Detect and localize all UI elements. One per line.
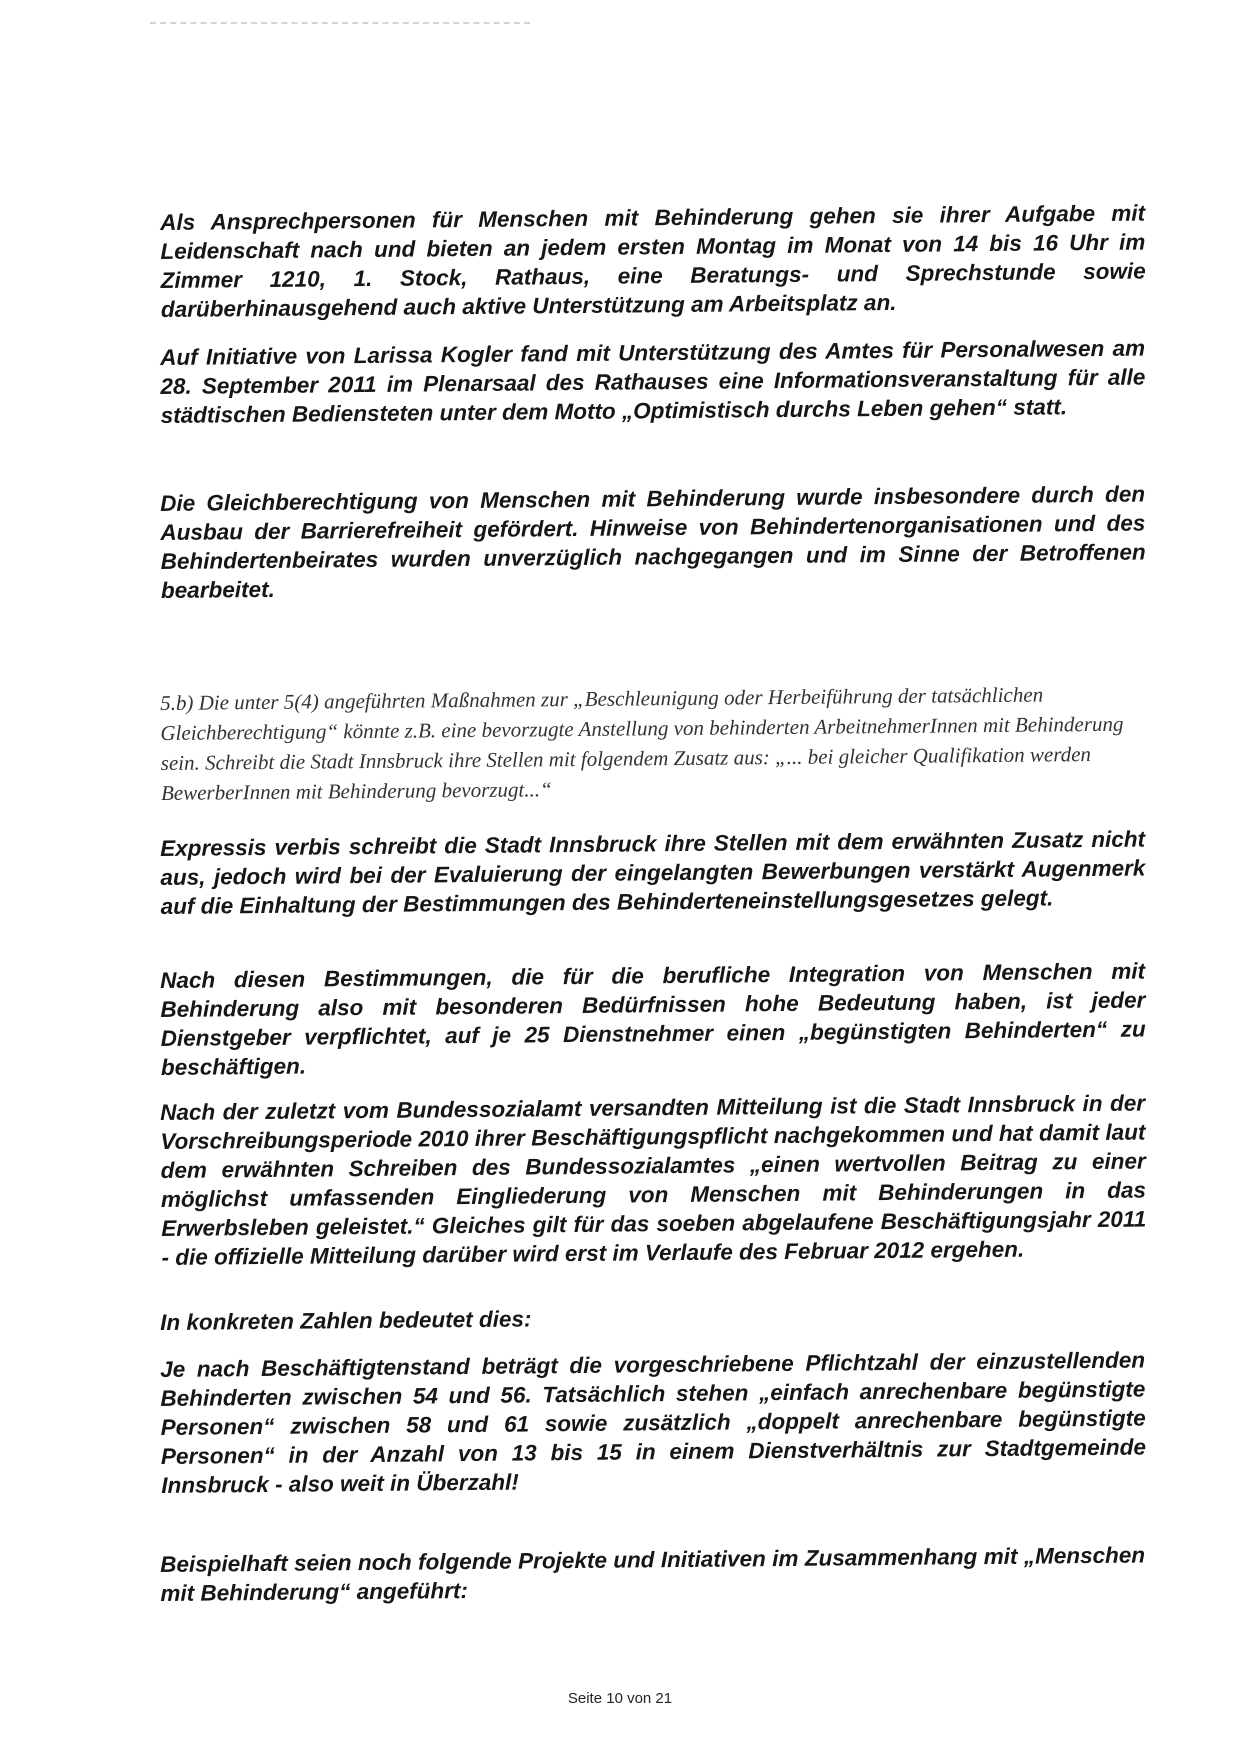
paragraph-concrete-numbers: Je nach Beschäftigtenstand beträgt die vorgeschriebene Pflichtzahl der einzustellenden Behinderten zwischen 54 und 56. Tatsächlich stehen „einfach anrechenbare begünstigte Personen“ zwischen 58 und 61 sowie zusätzlich „doppelt anrechenbare begünstigte Personen“ in der Anzahl von 13 bis 15 in einem Dienstverhältnis zur Stadtgemeinde Innsbruck - also weit in Überzahl!: [160, 1347, 1147, 1498]
paragraph-concrete-numbers-intro: In konkreten Zahlen bedeutet dies:: [160, 1306, 532, 1335]
paragraph-projects-intro: Beispielhaft seien noch folgende Projekte und Initiativen im Zusammenhang mit „Menschen mit Behinderung“ angeführt:: [160, 1542, 1146, 1606]
paragraph-equality-accessibility: Die Gleichberechtigung von Menschen mit Behinderung wurde insbesondere durch den Ausbau der Barrierefreiheit gefördert. Hinweise von Behindertenorganisationen und des Behindertenbeirates wurden unverzüglich nachgegangen und im Sinne der Betroffenen bearbeitet.: [160, 481, 1146, 603]
paragraph-info-event: Auf Initiative von Larissa Kogler fand mit Unterstützung des Amtes für Personalwesen am 28. September 2011 im Plenarsaal des Rathauses eine Informationsveranstaltung für alle städtischen Bediensteten unter dem Motto „Optimistisch durchs Leben gehen“ statt.: [160, 335, 1146, 428]
paragraph-expressis-verbis: Expressis verbis schreibt die Stadt Innsbruck ihre Stellen mit dem erwähnten Zusatz nicht aus, jedoch wird bei der Evaluierung der eingelangten Bewerbungen verstärkt Augenmerk auf die Einhaltung der Bestimmungen des Behinderteneinstellungsgesetzes gelegt.: [160, 826, 1146, 919]
paragraph-regulations: Nach diesen Bestimmungen, die für die berufliche Integration von Menschen mit Behinderung also mit besonderen Bedürfnissen hohe Bedeutung haben, ist jeder Dienstgeber verpflichtet, auf je 25 Dienstnehmer einen „begünstigten Behinderten“ zu beschäftigen.: [160, 958, 1146, 1080]
paragraph-contact-persons: Als Ansprechpersonen für Menschen mit Behinderung gehen sie ihrer Aufgabe mit Leidenschaft nach und bieten an jedem ersten Montag im Monat von 14 bis 16 Uhr im Zimmer 1210, 1. Stock, Rathaus, eine Beratungs- und Sprechstunde sowie darüberhinausgehend auch aktive Unterstützung am Arbeitsplatz an.: [160, 200, 1146, 322]
question-quote-5b: 5.b) Die unter 5(4) angeführten Maßnahmen zur „Beschleunigung oder Herbeiführung der tatsächlichen Gleichberechtigung“ könnte z.B. eine bevorzugte Anstellung von behinderten ArbeitnehmerInnen mit Behinderung sein. Schreibt die Stadt Innsbruck ihre Stellen mit folgendem Zusatz aus: „... bei gleicher Qualifikation werden BewerberInnen mit Behinderung bevorzugt...“: [160, 682, 1124, 805]
scan-artifact: [150, 22, 530, 26]
paragraph-bundessozialamt: Nach der zuletzt vom Bundessozialamt versandten Mitteilung ist die Stadt Innsbruck in der Vorschreibungsperiode 2010 ihrer Beschäftigungspflicht nachgekommen und hat damit laut dem erwähnten Schreiben des Bundessozialamtes „einen wertvollen Beitrag zu einer möglichst umfassenden Eingliederung von Menschen mit Behinderungen in das Erwerbsleben geleistet.“ Gleiches gilt für das soeben abgelaufene Beschäftigungsjahr 2011 - die offizielle Mitteilung darüber wird erst im Verlaufe des Februar 2012 ergehen.: [160, 1090, 1147, 1270]
page-number: Seite 10 von 21: [567, 1690, 673, 1707]
